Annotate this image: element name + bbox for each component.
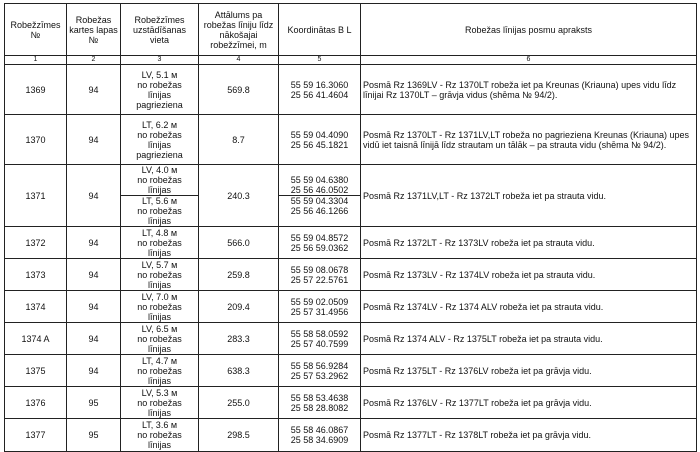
segment-description: Posmā Rz 1376LV - Rz 1377LT robeža iet pa grāvja vidu. xyxy=(361,387,697,419)
text-line: līnijas xyxy=(147,216,171,226)
coordinates xyxy=(279,291,361,323)
text-line: no robežas xyxy=(137,206,182,216)
text-line: LV, 6.5 м xyxy=(141,323,178,334)
map-sheet-number: 94 xyxy=(67,323,121,355)
header-row xyxy=(5,4,697,56)
boundary-table xyxy=(4,3,697,452)
segment-description: Posmā Rz 1375LT - Rz 1376LV robeža iet pa grāvja vidu. xyxy=(361,355,697,387)
text-line: no robežas xyxy=(137,129,182,140)
text-line: pagrieziena xyxy=(136,99,183,110)
text-line: no robežas xyxy=(137,301,182,312)
coordinates xyxy=(279,227,361,259)
text-line: 55 58 56.9284 xyxy=(290,360,349,371)
header-map-sheet: Robežas kartes lapas № xyxy=(67,4,121,56)
install-location xyxy=(121,291,199,323)
map-sheet-number: 95 xyxy=(67,387,121,419)
text-line: 55 58 46.0867 xyxy=(290,425,349,435)
distance-to-next: 283.3 xyxy=(199,323,279,355)
install-location xyxy=(121,387,199,419)
text-line: līnijas xyxy=(147,311,171,322)
text-line: pagrieziena xyxy=(136,149,183,160)
text-line: 25 56 41.4604 xyxy=(290,89,349,100)
install-location xyxy=(121,355,199,387)
map-sheet-number: 94 xyxy=(67,165,121,227)
text-line: 25 56 45.1821 xyxy=(290,139,349,150)
coordinates xyxy=(279,259,361,291)
text-line: LT, 3.6 м xyxy=(141,420,178,430)
text-line: 25 56 46.1266 xyxy=(290,206,349,216)
text-line: 55 59 04.6380 xyxy=(290,175,349,185)
column-number: 2 xyxy=(67,56,121,65)
segment-description: Posmā Rz 1374LV - Rz 1374 ALV robeža iet pa strauta vidu. xyxy=(361,291,697,323)
table-row xyxy=(5,115,697,165)
text-line: no robežas xyxy=(137,237,182,248)
column-number-row xyxy=(5,56,697,65)
text-line: līnijas xyxy=(147,89,171,100)
text-line: līnijas xyxy=(147,279,171,290)
marker-number: 1375 xyxy=(5,355,67,387)
text-line: 25 57 53.2962 xyxy=(290,370,349,381)
header-coordinates: Koordinātas B L xyxy=(279,4,361,56)
map-sheet-number: 94 xyxy=(67,291,121,323)
text-line: LV, 5.3 м xyxy=(141,387,178,398)
text-line: no robežas xyxy=(137,269,182,280)
text-line: LT, 4.7 м xyxy=(141,355,178,366)
table-row xyxy=(5,419,697,452)
text-line: LV, 5.1 м xyxy=(141,69,178,80)
map-sheet-number: 94 xyxy=(67,227,121,259)
table-row xyxy=(5,227,697,259)
column-number: 4 xyxy=(199,56,279,65)
text-line: 25 57 40.7599 xyxy=(290,338,349,349)
text-line: no robežas xyxy=(137,430,182,440)
text-line: 55 59 16.3060 xyxy=(290,79,349,90)
text-line: 25 58 34.6909 xyxy=(290,435,349,445)
table-row xyxy=(5,259,697,291)
install-location xyxy=(121,227,199,259)
text-line: no robežas xyxy=(137,175,182,185)
table-row xyxy=(5,291,697,323)
text-line: 25 57 31.4956 xyxy=(290,306,349,317)
coordinates xyxy=(279,65,361,115)
segment-description: Posmā Rz 1374 ALV - Rz 1375LT robeža iet pa strauta vidu. xyxy=(361,323,697,355)
table-row xyxy=(5,165,697,227)
map-sheet-number: 94 xyxy=(67,115,121,165)
text-line: 25 56 46.0502 xyxy=(290,185,349,195)
coordinates xyxy=(279,323,361,355)
coordinates xyxy=(279,115,361,165)
text-line: LT, 5.6 м xyxy=(141,196,178,206)
coordinates xyxy=(279,355,361,387)
distance-to-next: 209.4 xyxy=(199,291,279,323)
text-line: līnijas xyxy=(147,407,171,418)
distance-to-next: 638.3 xyxy=(199,355,279,387)
coordinate-primary xyxy=(281,175,358,195)
map-sheet-number: 94 xyxy=(67,65,121,115)
table-row xyxy=(5,387,697,419)
distance-to-next: 259.8 xyxy=(199,259,279,291)
text-line: LV, 4.0 м xyxy=(141,165,178,175)
distance-to-next: 240.3 xyxy=(199,165,279,227)
map-sheet-number: 94 xyxy=(67,355,121,387)
text-line: līnijas xyxy=(147,185,171,195)
header-distance: Attālums pa robežas līniju līdz nākošajai robežzīmei, m xyxy=(199,4,279,56)
distance-to-next: 255.0 xyxy=(199,387,279,419)
coordinates xyxy=(279,165,361,227)
map-sheet-number: 95 xyxy=(67,419,121,452)
marker-number: 1377 xyxy=(5,419,67,452)
text-line: LT, 4.8 м xyxy=(141,227,178,238)
text-line: 55 59 04.8572 xyxy=(290,232,349,243)
coordinates xyxy=(279,387,361,419)
text-line: 55 58 58.0592 xyxy=(290,328,349,339)
marker-number: 1373 xyxy=(5,259,67,291)
text-line: 55 58 53.4638 xyxy=(290,392,349,403)
coordinates xyxy=(279,419,361,452)
distance-to-next: 8.7 xyxy=(199,115,279,165)
text-line: 25 56 59.0362 xyxy=(290,242,349,253)
segment-description: Posmā Rz 1372LT - Rz 1373LV robeža iet pa strauta vidu. xyxy=(361,227,697,259)
marker-number: 1370 xyxy=(5,115,67,165)
table-row xyxy=(5,65,697,115)
text-line: LV, 5.7 м xyxy=(141,259,178,270)
table-row xyxy=(5,355,697,387)
text-line: LV, 7.0 м xyxy=(141,291,178,302)
install-location xyxy=(121,165,199,227)
text-line: no robežas xyxy=(137,397,182,408)
text-line: līnijas xyxy=(147,440,171,450)
marker-number: 1376 xyxy=(5,387,67,419)
distance-to-next: 298.5 xyxy=(199,419,279,452)
install-location xyxy=(121,323,199,355)
marker-number: 1374 xyxy=(5,291,67,323)
marker-number: 1369 xyxy=(5,65,67,115)
install-location xyxy=(121,419,199,452)
segment-description: Posmā Rz 1370LT - Rz 1371LV,LT robeža no pagrieziena Kreunas (Kriauna) upes vidū iet taisnā līnijā līdz strautam un tālāk – pa strauta vidu (shēma № 94/2). xyxy=(361,115,697,165)
header-install-location: Robežzīmes uzstādīšanas vieta xyxy=(121,4,199,56)
distance-to-next: 566.0 xyxy=(199,227,279,259)
text-line: 55 59 04.4090 xyxy=(290,129,349,140)
text-line: 25 57 22.5761 xyxy=(290,274,349,285)
column-number: 6 xyxy=(361,56,697,65)
install-location xyxy=(121,65,199,115)
text-line: no robežas xyxy=(137,365,182,376)
text-line: no robežas xyxy=(137,79,182,90)
text-line: 55 59 02.0509 xyxy=(290,296,349,307)
segment-description: Posmā Rz 1373LV - Rz 1374LV robeža iet pa strauta vidu. xyxy=(361,259,697,291)
text-line: līnijas xyxy=(147,139,171,150)
segment-description: Posmā Rz 1371LV,LT - Rz 1372LT robeža iet pa strauta vidu. xyxy=(361,165,697,227)
header-marker-number: Robežzīmes № xyxy=(5,4,67,56)
text-line: 55 59 08.0678 xyxy=(290,264,349,275)
install-location xyxy=(121,259,199,291)
text-line: LT, 6.2 м xyxy=(141,119,178,130)
distance-to-next: 569.8 xyxy=(199,65,279,115)
text-line: no robežas xyxy=(137,333,182,344)
segment-description: Posmā Rz 1369LV - Rz 1370LT robeža iet pa Kreunas (Kriauna) upes vidu līdz līnijai Rz 1370LT – grāvja vidus (shēma № 94/2). xyxy=(361,65,697,115)
marker-number: 1371 xyxy=(5,165,67,227)
text-line: līnijas xyxy=(147,375,171,386)
segment-description: Posmā Rz 1377LT - Rz 1378LT robeža iet pa grāvja vidu. xyxy=(361,419,697,452)
location-primary xyxy=(123,165,196,195)
column-number: 1 xyxy=(5,56,67,65)
text-line: 55 59 04.3304 xyxy=(290,196,349,206)
table-row xyxy=(5,323,697,355)
location-secondary xyxy=(121,195,198,226)
text-line: līnijas xyxy=(147,247,171,258)
map-sheet-number: 94 xyxy=(67,259,121,291)
column-number: 5 xyxy=(279,56,361,65)
coordinate-secondary xyxy=(279,195,360,216)
install-location xyxy=(121,115,199,165)
marker-number: 1374 A xyxy=(5,323,67,355)
header-description: Robežas līnijas posmu apraksts xyxy=(361,4,697,56)
column-number: 3 xyxy=(121,56,199,65)
text-line: līnijas xyxy=(147,343,171,354)
marker-number: 1372 xyxy=(5,227,67,259)
text-line: 25 58 28.8082 xyxy=(290,402,349,413)
